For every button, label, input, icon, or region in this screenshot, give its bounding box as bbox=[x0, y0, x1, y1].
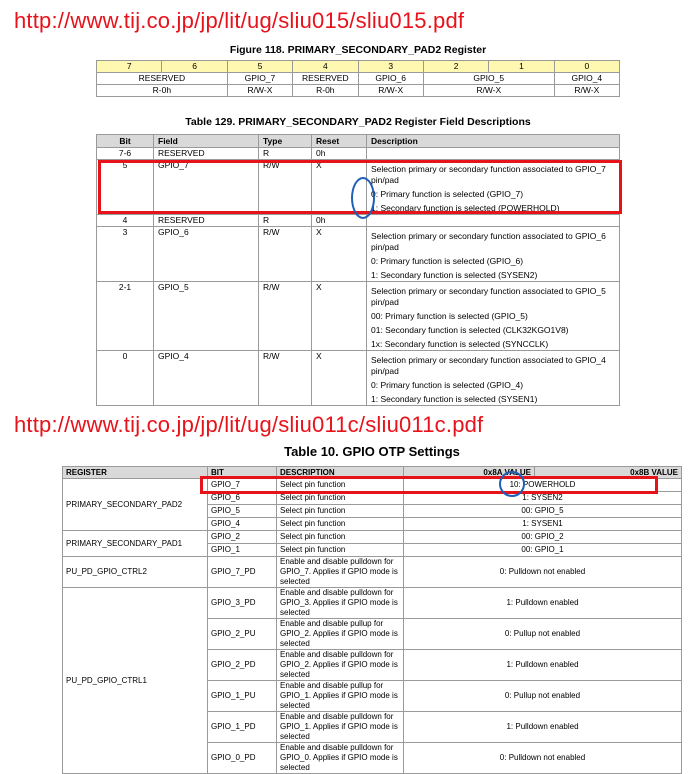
value-cell: 0: Pulldown not enabled bbox=[404, 743, 682, 774]
table-row bbox=[97, 148, 620, 160]
value-cell: 00: GPIO_5 bbox=[404, 505, 682, 518]
bit-cell: GPIO_2 bbox=[208, 531, 277, 544]
description-line: 0: Primary function is selected (GPIO_4) bbox=[371, 380, 524, 390]
table-row bbox=[63, 479, 682, 492]
description-line: 1: Secondary function is selected (POWERHOLD) bbox=[371, 203, 560, 213]
bit-number: 1 bbox=[489, 61, 554, 73]
bit-cell: GPIO_5 bbox=[208, 505, 277, 518]
description-cell: Enable and disable pulldown for GPIO_7. Applies if GPIO mode is selected bbox=[277, 557, 404, 588]
table-row bbox=[97, 215, 620, 227]
table-row bbox=[63, 588, 682, 619]
bit-number: 3 bbox=[358, 61, 423, 73]
bit-cell: 7-6 bbox=[97, 148, 154, 160]
type-cell: R/W bbox=[259, 351, 312, 406]
bit-number: 4 bbox=[293, 61, 358, 73]
reset-cell: X bbox=[312, 282, 367, 351]
bit-number: 5 bbox=[227, 61, 292, 73]
source-url-2: http://www.tij.co.jp/jp/lit/ug/sliu011c/sliu011c.pdf bbox=[14, 412, 484, 437]
reset-cell: X bbox=[312, 351, 367, 406]
table-row bbox=[97, 160, 620, 215]
field-name: RESERVED bbox=[97, 73, 228, 85]
figure-118-caption: Figure 118. PRIMARY_SECONDARY_PAD2 Register bbox=[229, 44, 487, 56]
bit-cell: 4 bbox=[97, 215, 154, 227]
source-url-1: http://www.tij.co.jp/jp/lit/ug/sliu015/sliu015.pdf bbox=[14, 8, 465, 33]
value-cell: 10: POWERHOLD bbox=[404, 479, 682, 492]
description-cell: Enable and disable pulldown for GPIO_3. Applies if GPIO mode is selected bbox=[277, 588, 404, 619]
description-line: Selection primary or secondary function associated to GPIO_5 pin/pad bbox=[371, 286, 606, 307]
bit-cell: GPIO_2_PU bbox=[208, 619, 277, 650]
bit-number-row bbox=[97, 61, 620, 73]
access-row bbox=[97, 85, 620, 97]
col-header: 0x8B VALUE bbox=[535, 467, 682, 479]
field-access: R/W-X bbox=[554, 85, 619, 97]
col-header: REGISTER bbox=[63, 467, 208, 479]
field-access: R-0h bbox=[97, 85, 228, 97]
col-header: BIT bbox=[208, 467, 277, 479]
col-header: Reset bbox=[312, 135, 367, 148]
field-cell: RESERVED bbox=[154, 215, 259, 227]
field-access: R/W-X bbox=[358, 85, 423, 97]
bit-cell: GPIO_4 bbox=[208, 518, 277, 531]
field-name: GPIO_7 bbox=[227, 73, 292, 85]
col-header: Description bbox=[367, 135, 620, 148]
table-row bbox=[97, 282, 620, 351]
bit-cell: GPIO_1_PU bbox=[208, 681, 277, 712]
field-cell: GPIO_4 bbox=[154, 351, 259, 406]
col-header: Field bbox=[154, 135, 259, 148]
gpio-otp-table bbox=[62, 466, 682, 774]
description-cell bbox=[367, 148, 620, 160]
register-bit-map bbox=[96, 60, 620, 97]
description-line: Selection primary or secondary function associated to GPIO_4 pin/pad bbox=[371, 355, 606, 376]
type-cell: R/W bbox=[259, 160, 312, 215]
field-name: RESERVED bbox=[293, 73, 358, 85]
type-cell: R/W bbox=[259, 227, 312, 282]
description-line: 0: Primary function is selected (GPIO_6) bbox=[371, 256, 524, 266]
table-header-row bbox=[63, 467, 682, 479]
value-cell: 1: SYSEN1 bbox=[404, 518, 682, 531]
description-cell: Enable and disable pullup for GPIO_2. Applies if GPIO mode is selected bbox=[277, 619, 404, 650]
bit-cell: 2-1 bbox=[97, 282, 154, 351]
bit-cell: GPIO_2_PD bbox=[208, 650, 277, 681]
bit-cell: 3 bbox=[97, 227, 154, 282]
description-line: 1: Secondary function is selected (SYSEN2) bbox=[371, 270, 538, 280]
reset-cell: 0h bbox=[312, 148, 367, 160]
description-cell bbox=[367, 227, 620, 282]
description-cell: Enable and disable pullup for GPIO_1. Applies if GPIO mode is selected bbox=[277, 681, 404, 712]
col-header: Bit bbox=[97, 135, 154, 148]
value-cell: 1: Pulldown enabled bbox=[404, 588, 682, 619]
value-cell: 0: Pullup not enabled bbox=[404, 619, 682, 650]
bit-cell: GPIO_1 bbox=[208, 544, 277, 557]
bit-number: 2 bbox=[423, 61, 488, 73]
table-header-row bbox=[97, 135, 620, 148]
field-cell: RESERVED bbox=[154, 148, 259, 160]
bit-cell: GPIO_3_PD bbox=[208, 588, 277, 619]
table-row bbox=[97, 351, 620, 406]
bit-cell: 0 bbox=[97, 351, 154, 406]
description-cell: Select pin function bbox=[277, 479, 404, 492]
field-cell: GPIO_6 bbox=[154, 227, 259, 282]
field-cell: GPIO_5 bbox=[154, 282, 259, 351]
table-row bbox=[63, 531, 682, 544]
col-header: 0x8A VALUE bbox=[404, 467, 535, 479]
field-name: GPIO_6 bbox=[358, 73, 423, 85]
description-line: 0: Primary function is selected (GPIO_7) bbox=[371, 189, 524, 199]
description-cell: Select pin function bbox=[277, 492, 404, 505]
value-cell: 1: SYSEN2 bbox=[404, 492, 682, 505]
table-row bbox=[97, 227, 620, 282]
description-line: Selection primary or secondary function associated to GPIO_7 pin/pad bbox=[371, 164, 606, 185]
description-cell bbox=[367, 160, 620, 215]
reset-cell: 0h bbox=[312, 215, 367, 227]
description-cell: Select pin function bbox=[277, 544, 404, 557]
value-cell: 00: GPIO_2 bbox=[404, 531, 682, 544]
table-10-caption: Table 10. GPIO OTP Settings bbox=[284, 444, 460, 459]
bit-cell: GPIO_6 bbox=[208, 492, 277, 505]
bit-cell: GPIO_0_PD bbox=[208, 743, 277, 774]
bit-cell: GPIO_7_PD bbox=[208, 557, 277, 588]
bit-cell: GPIO_7 bbox=[208, 479, 277, 492]
bit-number: 0 bbox=[554, 61, 619, 73]
type-cell: R bbox=[259, 148, 312, 160]
value-cell: 0: Pulldown not enabled bbox=[404, 557, 682, 588]
field-name-row bbox=[97, 73, 620, 85]
bit-cell: GPIO_1_PD bbox=[208, 712, 277, 743]
description-line: 1x: Secondary function is selected (SYNCCLK) bbox=[371, 339, 549, 349]
description-cell: Enable and disable pulldown for GPIO_0. Applies if GPIO mode is selected bbox=[277, 743, 404, 774]
reset-cell: X bbox=[312, 160, 367, 215]
register-cell: PU_PD_GPIO_CTRL2 bbox=[63, 557, 208, 588]
table-row bbox=[63, 557, 682, 588]
register-cell: PRIMARY_SECONDARY_PAD2 bbox=[63, 479, 208, 531]
col-header: DESCRIPTION bbox=[277, 467, 404, 479]
table-129-caption: Table 129. PRIMARY_SECONDARY_PAD2 Register Field Descriptions bbox=[185, 116, 531, 128]
description-line: 01: Secondary function is selected (CLK32KGO1V8) bbox=[371, 325, 569, 335]
field-access: R-0h bbox=[293, 85, 358, 97]
field-name: GPIO_5 bbox=[423, 73, 554, 85]
description-line: Selection primary or secondary function associated to GPIO_6 pin/pad bbox=[371, 231, 606, 252]
field-access: R/W-X bbox=[423, 85, 554, 97]
reset-cell: X bbox=[312, 227, 367, 282]
type-cell: R bbox=[259, 215, 312, 227]
description-cell: Select pin function bbox=[277, 505, 404, 518]
register-cell: PRIMARY_SECONDARY_PAD1 bbox=[63, 531, 208, 557]
description-cell bbox=[367, 215, 620, 227]
value-cell: 1: Pulldown enabled bbox=[404, 712, 682, 743]
field-description-table bbox=[96, 134, 620, 406]
description-line: 1: Secondary function is selected (SYSEN1) bbox=[371, 394, 538, 404]
bit-number: 6 bbox=[162, 61, 227, 73]
field-cell: GPIO_7 bbox=[154, 160, 259, 215]
description-cell: Select pin function bbox=[277, 518, 404, 531]
description-cell: Enable and disable pulldown for GPIO_2. Applies if GPIO mode is selected bbox=[277, 650, 404, 681]
field-name: GPIO_4 bbox=[554, 73, 619, 85]
register-cell: PU_PD_GPIO_CTRL1 bbox=[63, 588, 208, 774]
col-header: Type bbox=[259, 135, 312, 148]
bit-cell: 5 bbox=[97, 160, 154, 215]
description-cell: Enable and disable pulldown for GPIO_1. Applies if GPIO mode is selected bbox=[277, 712, 404, 743]
bit-number: 7 bbox=[97, 61, 162, 73]
description-cell: Select pin function bbox=[277, 531, 404, 544]
value-cell: 0: Pullup not enabled bbox=[404, 681, 682, 712]
value-cell: 1: Pulldown enabled bbox=[404, 650, 682, 681]
value-cell: 00: GPIO_1 bbox=[404, 544, 682, 557]
description-cell bbox=[367, 282, 620, 351]
description-line: 00: Primary function is selected (GPIO_5) bbox=[371, 311, 528, 321]
type-cell: R/W bbox=[259, 282, 312, 351]
description-cell bbox=[367, 351, 620, 406]
field-access: R/W-X bbox=[227, 85, 292, 97]
